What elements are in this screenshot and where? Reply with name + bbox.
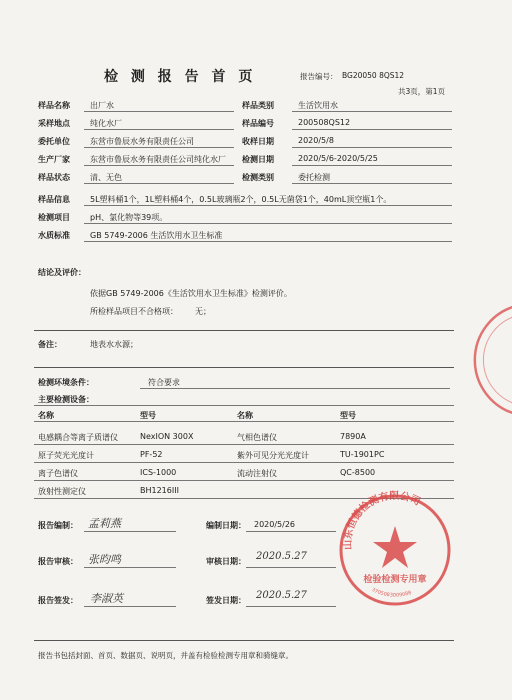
water-standard-value: GB 5749-2006 生活饮用水卫生标准: [90, 231, 223, 240]
page-count: 共3页，第1页: [398, 87, 446, 96]
conclusion-label: 结论及评价：: [38, 268, 86, 277]
field-value: 委托检测: [298, 173, 330, 182]
field-label: 生产厂家: [38, 155, 70, 164]
page-title: 检 测 报 告 首 页: [104, 69, 257, 85]
equipment-name: 离子色谱仪: [38, 469, 78, 478]
unqualified-label: 所检样品项目不合格项：: [90, 307, 178, 316]
sign-date: 2020.5.27: [256, 590, 307, 601]
underline: [246, 567, 336, 568]
equip-header-name: 名称: [38, 411, 54, 420]
underline: [84, 183, 234, 184]
field-label: 样品类别: [242, 101, 274, 110]
field-value: 2020/5/6-2020/5/25: [298, 154, 378, 163]
signer-signature: 李淑英: [90, 592, 123, 605]
field-value: 2020/5/8: [298, 136, 334, 145]
compiler-signature: 孟莉燕: [88, 517, 121, 530]
underline: [246, 531, 336, 532]
equipment-name: 原子荧光光度计: [38, 451, 94, 460]
env-value: 符合要求: [148, 378, 180, 387]
field-value: 清、无色: [90, 173, 122, 182]
stamp-sub: 检验检测专用章: [363, 575, 427, 585]
row-divider: [34, 462, 454, 463]
sign-date-label: 签发日期：: [206, 596, 246, 605]
field-value: 生活饮用水: [298, 101, 338, 110]
sample-info-value: 5L塑料桶1个，1L塑料桶4个，0.5L玻璃瓶2个，0.5L无菌袋1个，40mL顶空瓶1个。: [90, 195, 392, 204]
field-label: 委托单位: [38, 137, 70, 146]
underline: [292, 111, 452, 112]
underline: [292, 165, 452, 166]
divider: [34, 367, 454, 368]
equipment-name: 电感耦合等离子质谱仪: [38, 433, 118, 442]
remark-label: 备注：: [38, 340, 62, 349]
signer-label: 报告签发：: [38, 596, 78, 605]
stamp-org: 山东恒德检测有限公司: [342, 490, 422, 550]
unqualified-value: 无；: [195, 307, 211, 316]
equip-header-model: 型号: [140, 411, 156, 420]
divider: [34, 421, 454, 422]
field-label: 检测类别: [242, 173, 274, 182]
compiler-label: 报告编制：: [38, 521, 78, 530]
field-value: 纯化水厂: [90, 119, 122, 128]
equipment-model: 7890A: [340, 432, 366, 441]
report-number: BG20050 8QS12: [342, 71, 405, 80]
field-value: 东营市鲁辰水务有限责任公司纯化水厂: [90, 155, 226, 164]
underline: [84, 531, 176, 532]
equipment-model: NexION 300X: [140, 432, 194, 441]
test-items-value: pH、氯化物等39项。: [90, 213, 168, 222]
equipment-model: ICS-1000: [140, 468, 177, 477]
equipment-label: 主要检测设备：: [38, 395, 94, 404]
footer-note: 报告书包括封面、首页、数据页、说明页，并盖有检验检测专用章和骑缝章。: [38, 651, 293, 660]
stamp-code: 3705083009088: [370, 586, 413, 599]
field-value: 200508QS12: [298, 118, 351, 127]
review-date: 2020.5.27: [256, 551, 307, 562]
equipment-model: TU-1901PC: [340, 450, 385, 459]
compile-date: 2020/5/26: [254, 520, 296, 529]
underline: [84, 223, 452, 224]
sample-info-label: 样品信息: [38, 195, 70, 204]
underline: [84, 165, 234, 166]
field-label: 样品状态: [38, 173, 70, 182]
field-value: 东营市鲁辰水务有限责任公司: [90, 137, 194, 146]
underline: [84, 147, 234, 148]
review-date-label: 审核日期：: [206, 557, 246, 566]
equip-header-model2: 型号: [340, 411, 356, 420]
field-value: 出厂水: [90, 101, 114, 110]
water-standard-label: 水质标准: [38, 231, 70, 240]
equipment-name: 气相色谱仪: [237, 433, 277, 442]
field-label: 样品名称: [38, 101, 70, 110]
field-label: 检测日期: [242, 155, 274, 164]
equipment-name: 流动注射仪: [237, 469, 277, 478]
report-number-label: 报告编号：: [300, 72, 338, 81]
seam-seal: [456, 300, 512, 420]
underline: [140, 388, 450, 389]
field-label: 收样日期: [242, 137, 274, 146]
reviewer-signature: 张昀鸣: [88, 553, 121, 566]
underline: [84, 567, 176, 568]
underline: [292, 147, 452, 148]
divider: [34, 640, 454, 641]
env-label: 检测环境条件：: [38, 378, 94, 387]
star-icon: [373, 526, 417, 568]
underline: [84, 205, 452, 206]
field-label: 采样地点: [38, 119, 70, 128]
underline: [84, 129, 234, 130]
remark-value: 地表水水源；: [90, 340, 138, 349]
row-divider: [34, 444, 454, 445]
equipment-model: PF-52: [140, 450, 163, 459]
equipment-model: BH1216III: [140, 486, 179, 495]
conclusion-text: 依据GB 5749-2006《生活饮用水卫生标准》检测评价。: [90, 289, 292, 298]
underline: [84, 606, 176, 607]
equip-header-name2: 名称: [237, 411, 253, 420]
test-items-label: 检测项目: [38, 213, 70, 222]
underline: [292, 183, 452, 184]
equipment-name: 放射性测定仪: [38, 487, 86, 496]
official-stamp: [335, 488, 455, 608]
field-label: 样品编号: [242, 119, 274, 128]
equipment-name: 紫外可见分光光度计: [237, 451, 309, 460]
underline: [84, 111, 234, 112]
divider: [34, 330, 454, 331]
underline: [84, 241, 452, 242]
equipment-model: QC-8500: [340, 468, 376, 477]
svg-text:3705083009088: [371, 587, 413, 599]
reviewer-label: 报告审核：: [38, 557, 78, 566]
compile-date-label: 编制日期：: [206, 521, 246, 530]
underline: [292, 129, 452, 130]
underline: [246, 606, 336, 607]
divider: [34, 405, 454, 406]
row-divider: [34, 480, 454, 481]
